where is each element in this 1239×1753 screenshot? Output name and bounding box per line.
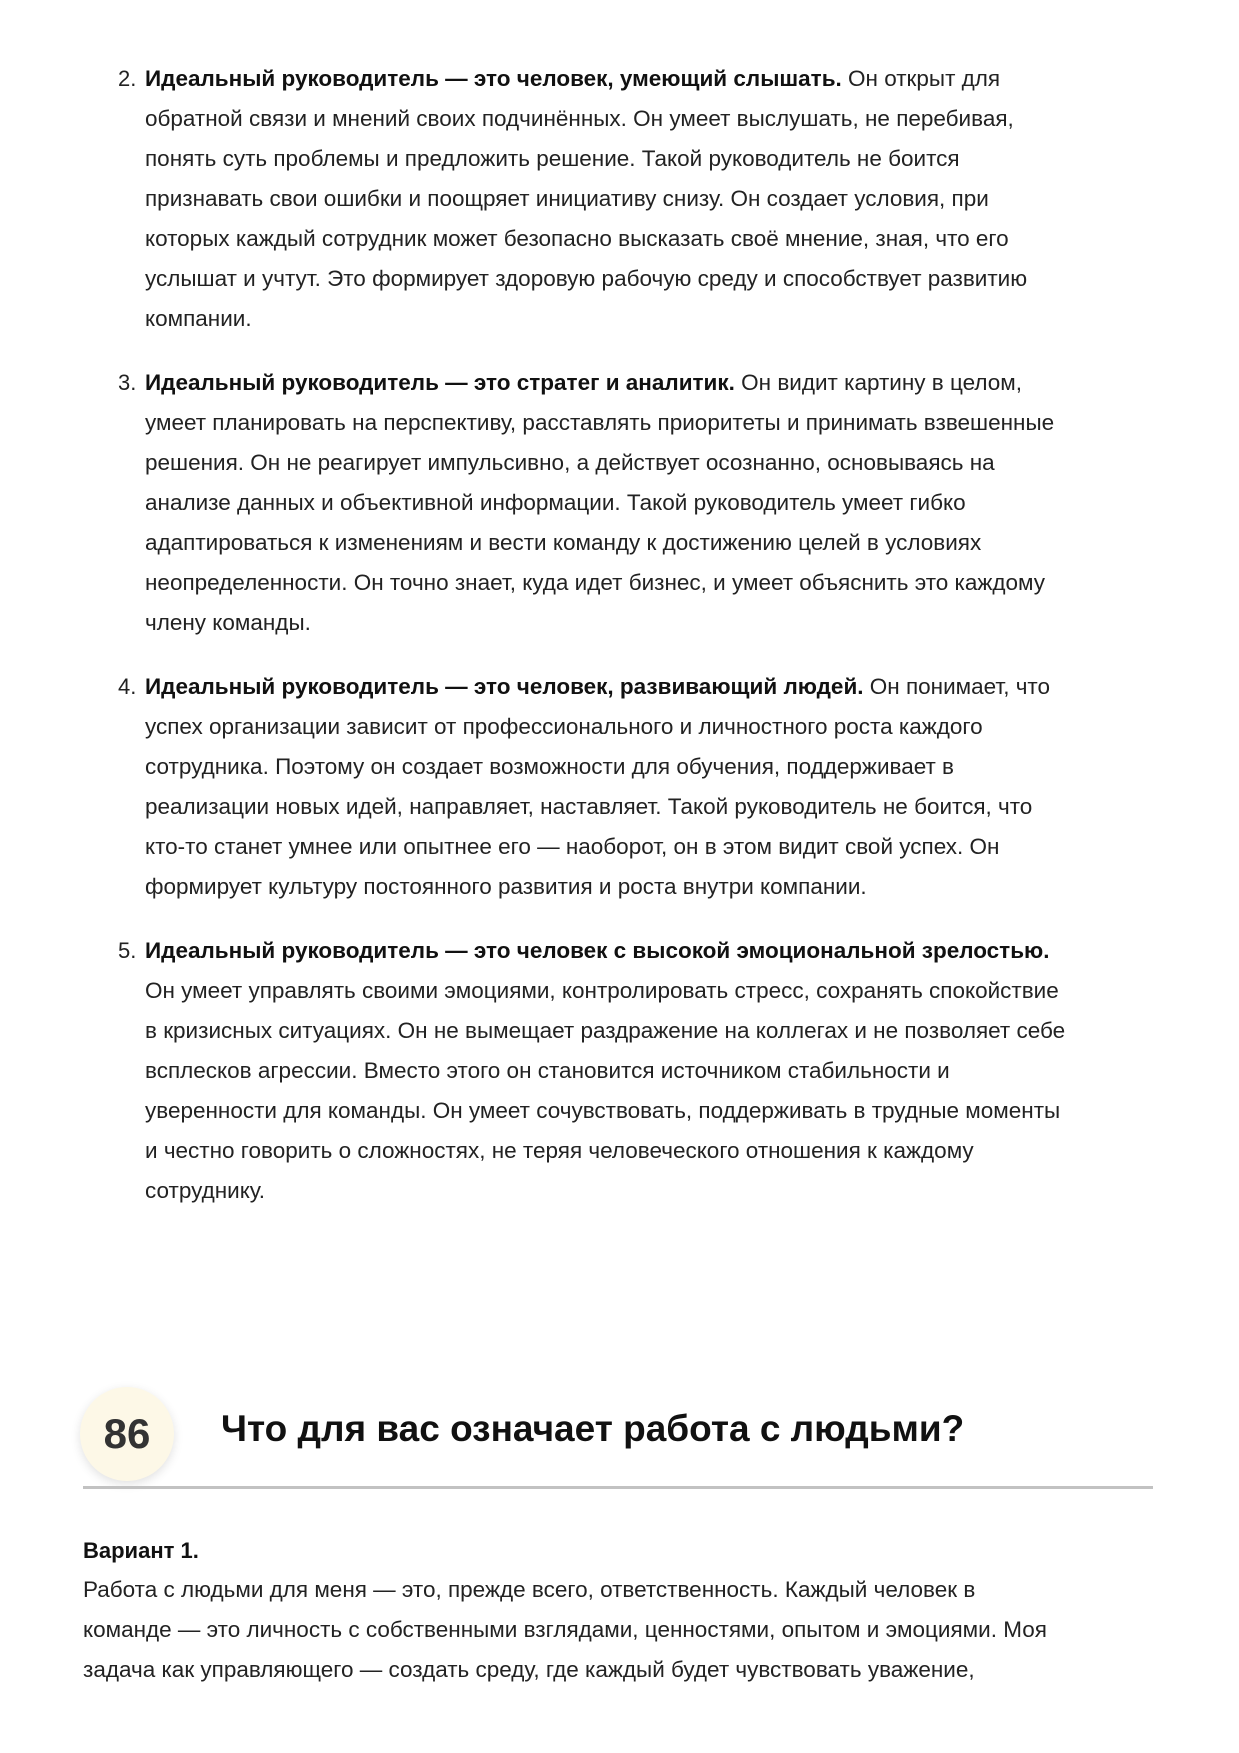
list-item-line: умеет планировать на перспективу, расставлять приоритеты и принимать взвешенные xyxy=(145,410,1055,435)
variant-label: Вариант 1. xyxy=(83,1538,199,1563)
list-item-text: Он понимает, что xyxy=(863,674,1051,699)
list-number: 4. xyxy=(118,674,137,699)
list-item-line: анализе данных и объективной информации. Такой руководитель умеет гибко xyxy=(145,490,966,515)
list-item-line: в кризисных ситуациях. Он не вымещает раздражение на коллегах и не позволяет себе xyxy=(145,1018,1066,1043)
list-item-line: сотрудника. Поэтому он создает возможности для обучения, поддерживает в xyxy=(145,754,955,779)
list-item-first-line xyxy=(0,667,1239,707)
list-item xyxy=(0,59,1239,339)
answer-paragraph xyxy=(83,1570,1047,1690)
list-item-line: признавать свои ошибки и поощряет инициативу снизу. Он создает условия, при xyxy=(145,186,989,211)
list-item-line: компании. xyxy=(145,306,252,331)
list-item-line: успех организации зависит от профессионального и личностного роста каждого xyxy=(145,714,983,739)
list-item-first-line xyxy=(0,59,1239,99)
paragraph-line: команде — это личность с собственными взглядами, ценностями, опытом и эмоциями. Моя xyxy=(83,1617,1047,1642)
paragraph-line: задача как управляющего — создать среду, где каждый будет чувствовать уважение, xyxy=(83,1657,975,1682)
list-item-line: решения. Он не реагирует импульсивно, а действует осознанно, основываясь на xyxy=(145,450,995,475)
list-item-line: кто-то станет умнее или опытнее его — наоборот, он в этом видит свой успех. Он xyxy=(145,834,1000,859)
list-item-lead: Идеальный руководитель — это человек с высокой эмоциональной зрелостью. xyxy=(145,938,1050,963)
list-item-line: реализации новых идей, направляет, наставляет. Такой руководитель не боится, что xyxy=(145,794,1033,819)
list-item-lead: Идеальный руководитель — это человек, умеющий слышать. xyxy=(145,66,842,91)
list-item-lead: Идеальный руководитель — это человек, развивающий людей. xyxy=(145,674,864,699)
list-number: 2. xyxy=(118,66,137,91)
list-item-line: неопределенности. Он точно знает, куда идет бизнес, и умеет объяснить это каждому xyxy=(145,570,1046,595)
list-item xyxy=(0,667,1239,907)
list-item-line: обратной связи и мнений своих подчинённых. Он умеет выслушать, не перебивая, xyxy=(145,106,1014,131)
list-number: 3. xyxy=(118,370,137,395)
heading-divider xyxy=(83,1486,1153,1489)
list-item-line: которых каждый сотрудник может безопасно высказать своё мнение, зная, что его xyxy=(145,226,1009,251)
list-number: 5. xyxy=(118,938,137,963)
list-item-line: услышат и учтут. Это формирует здоровую рабочую среду и способствует развитию xyxy=(145,266,1028,291)
list-item-line: члену команды. xyxy=(145,610,311,635)
list-item-line: Он умеет управлять своими эмоциями, контролировать стресс, сохранять спокойствие xyxy=(145,978,1059,1003)
list-item-text: Он открыт для xyxy=(841,66,1001,91)
list-item-line: сотруднику. xyxy=(145,1178,266,1203)
question-number-badge: 86 xyxy=(80,1387,174,1481)
question-title: Что для вас означает работа с людьми? xyxy=(221,1408,965,1449)
list-item-line: понять суть проблемы и предложить решение. Такой руководитель не боится xyxy=(145,146,960,171)
list-item-line: адаптироваться к изменениям и вести команду к достижению целей в условиях xyxy=(145,530,982,555)
list-item-line: и честно говорить о сложностях, не теряя человеческого отношения к каждому xyxy=(145,1138,974,1163)
list-item xyxy=(0,931,1239,1211)
list-item-line: всплесков агрессии. Вместо этого он становится источником стабильности и xyxy=(145,1058,950,1083)
list-item-lead: Идеальный руководитель — это стратег и аналитик. xyxy=(145,370,735,395)
paragraph-line: Работа с людьми для меня — это, прежде всего, ответственность. Каждый человек в xyxy=(83,1577,976,1602)
numbered-list xyxy=(0,59,1239,1235)
list-item xyxy=(0,363,1239,643)
list-item-first-line xyxy=(0,363,1239,403)
list-item-first-line xyxy=(0,931,1239,971)
list-item-line: уверенности для команды. Он умеет сочувствовать, поддерживать в трудные моменты xyxy=(145,1098,1061,1123)
list-item-text: Он видит картину в целом, xyxy=(734,370,1023,395)
list-item-line: формирует культуру постоянного развития и роста внутри компании. xyxy=(145,874,867,899)
